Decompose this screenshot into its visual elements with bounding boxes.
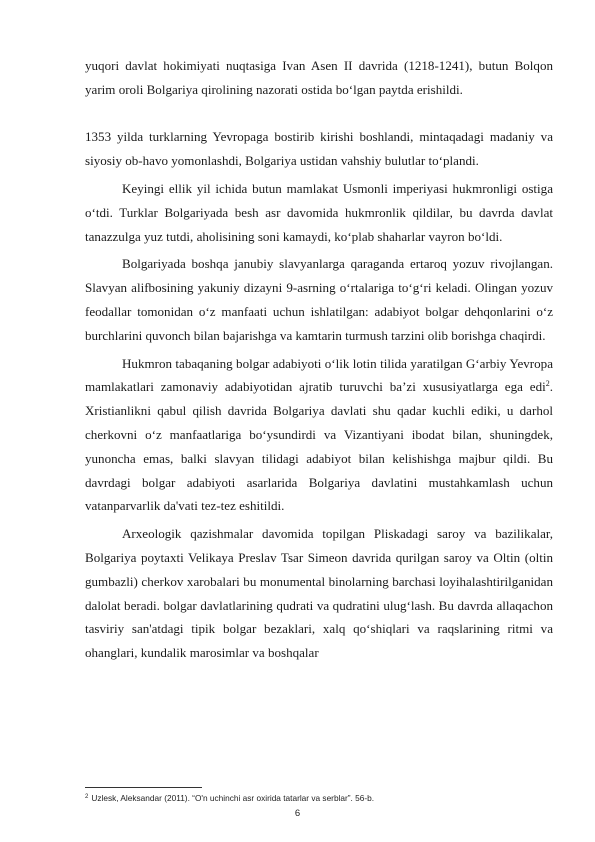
paragraph-slavic-writing: Bolgariyada boshqa janubiy slavyanlarga qaraganda ertaroq yozuv rivojlangan. Slavyan alifbosining yakuniy dizayni 9-asrning o‘rtalariga to‘g‘ri keladi. Olingan yozuv feodallar tomonidan o‘z manfaati uchun ishlatilgan: adabiyot bolgar dehqonlarini o‘z burchlarini quvonch bilan bajarishga va kamtarin turmush tarzini olib borishga chaqirdi. (85, 256, 553, 343)
footnote-reference[interactable]: 2 (545, 379, 550, 389)
footnote (85, 793, 553, 804)
footnote-number: 2 (85, 794, 89, 800)
page-number: 6 (294, 808, 301, 819)
footnote-text: Uzlesk, Aleksandar (2011). “O'n uchinchi asr oxirida tatarlar va serblar”. 56-b. (91, 793, 375, 803)
footnote-divider (85, 787, 202, 788)
paragraph-archaeology: Arxeologik qazishmalar davomida topilgan Pliskadagi saroy va bazilikalar, Bolgariya poytaxti Velikaya Preslav Tsar Simeon davrida qurilgan saroy va Oltin (oltin gumbazli) cherkov xarobalari bu monumental binolarning barchasi loyihalashtirilganidan dalolat beradi. bolgar davlatlarining qudrati va qudratini ulug‘lash. Bu davrda allaqachon tasviriy san'atdagi tipik bolgar bezaklari, xalq qo‘shiqlari va raqslarining ritmi va ohanglari, kundalik marosimlar va boshqalar (85, 526, 553, 661)
paragraph-turkish-invasion: 1353 yilda turklarning Yevropaga bostirib kirishi boshlandi, mintaqadagi madaniy va siyosiy ob-havo yomonlashdi, Bolgariya ustidan vahshiy bulutlar to‘plandi. (85, 129, 553, 169)
document-body (85, 54, 553, 665)
paragraph-ivan-asen: yuqori davlat hokimiyati nuqtasiga Ivan Asen II davrida (1218-1241), butun Bolqon yarim oroli Bolgariya qirolining nazorati ostida bo‘lgan paytda erishildi. (85, 58, 553, 97)
paragraph-ottoman-rule: Keyingi ellik yil ichida butun mamlakat Usmonli imperiyasi hukmronligi ostiga o‘tdi. Turklar Bolgariyada besh asr davomida hukmronlik qildilar, bu davrda davlat tanazzulga yuz tutdi, aholisining soni kamaydi, ko‘plab shaharlar vayron bo‘ldi. (85, 180, 553, 244)
paragraph-literature-text-end: . Xristianlikni qabul qilish davrida Bolgariya davlati shu qadar kuchli ediki, u darhol cherkovni o‘z manfaatlariga bo‘ysundirdi va Vizantiyani ibodat bilan, shuningdek, yunoncha emas, balki slavyan tilidagi adabiyot bilan kelishishga majbur qildi. Bu davrdagi bolgar adabiyoti asarlarida Bolgariya davlatini mustahkamlash uchun vatanparvarlik da'vati tez-tez eshitildi. (85, 379, 553, 514)
paragraph-literature-text-start: Hukmron tabaqaning bolgar adabiyoti o‘lik lotin tilida yaratilgan G‘arbiy Yevropa mamlakatlari zamonaviy adabiyotidan ajratib turuvchi ba’zi xususiyatlarga ega edi (85, 355, 553, 395)
paragraph-bulgarian-literature (85, 352, 553, 519)
